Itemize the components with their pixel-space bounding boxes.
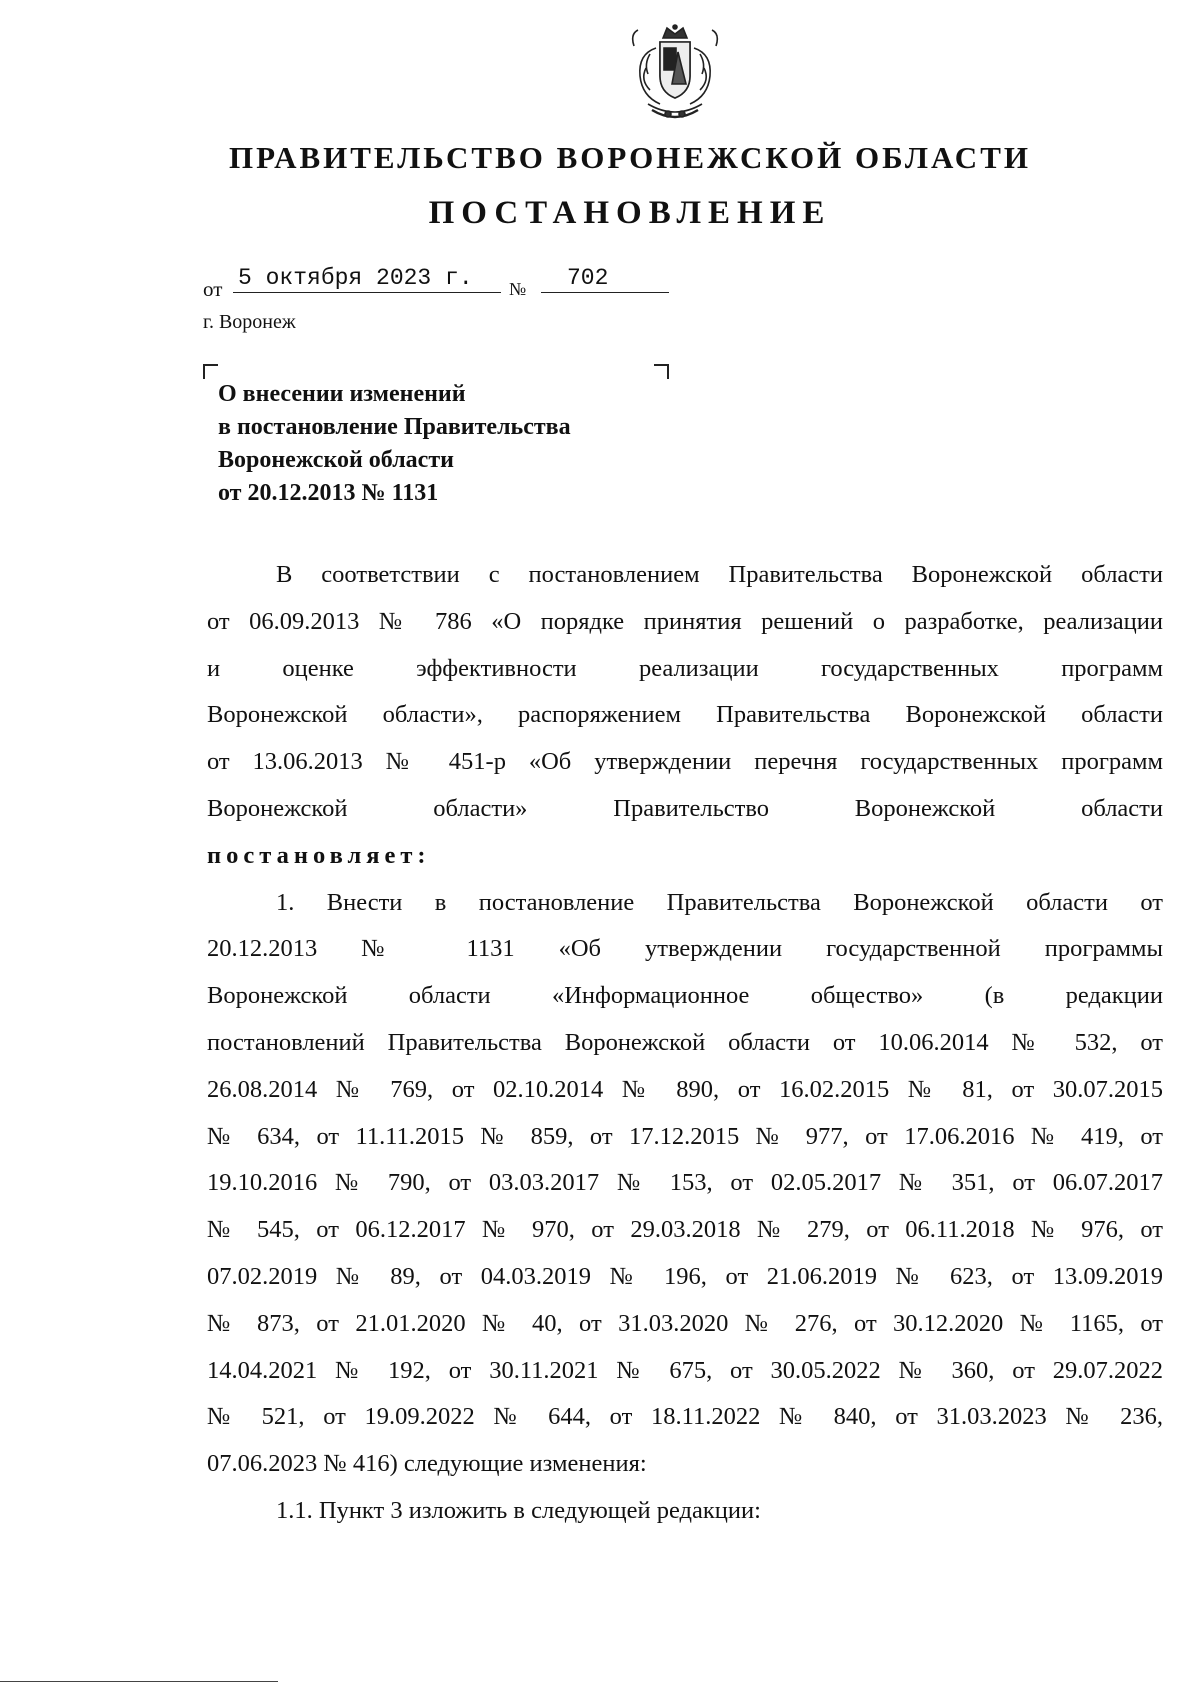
item-1-line: 07.06.2023 № 416) следующие изменения: [207, 1450, 647, 1478]
preamble-line: от 06.09.2013 № 786 «О порядке принятия решений о разработке, реализации [207, 607, 1163, 635]
item-1-line: 07.02.2019 № 89, от 04.03.2019 № 196, от 21.06.2019 № 623, от 13.09.2019 [207, 1262, 1163, 1290]
preamble-line: и оценке эффективности реализации государственных программ [207, 654, 1163, 682]
preamble-line: В соответствии с постановлением Правительства Воронежской области [276, 561, 1163, 588]
item-1-line: № 521, от 19.09.2022 № 644, от 18.11.2022 № 840, от 31.03.2023 № 236, [207, 1403, 1163, 1431]
item-1-line: 1. Внести в постановление Правительства Воронежской области от [276, 888, 1163, 916]
item-1-line: 26.08.2014 № 769, от 02.10.2014 № 890, от 16.02.2015 № 81, от 30.07.2015 [207, 1075, 1163, 1103]
document-body [207, 552, 1163, 1535]
subject-line: в постановление Правительства [218, 414, 571, 440]
preamble-line: от 13.06.2013 № 451-р «Об утверждении перечня государственных программ [207, 748, 1163, 776]
subject-line: Воронежской области [218, 447, 454, 473]
subject-line: от 20.12.2013 № 1131 [218, 480, 439, 506]
item-1-1: 1.1. Пункт 3 изложить в следующей редакции: [276, 1496, 761, 1524]
city-name: г. Воронеж [203, 311, 296, 333]
preamble-line: Воронежской области», распоряжением Правительства Воронежской области [207, 701, 1163, 729]
item-1-line: № 873, от 21.01.2020 № 40, от 31.03.2020 № 276, от 30.12.2020 № 1165, от [207, 1309, 1163, 1337]
subject-line: О внесении изменений [218, 381, 466, 407]
item-1-line: постановлений Правительства Воронежской области от 10.06.2014 № 532, от [207, 1028, 1163, 1056]
document-subject [218, 378, 571, 510]
preamble-line: Воронежской области» Правительство Воронежской области [207, 794, 1163, 822]
date-underline [233, 292, 501, 293]
subject-bracket-right [654, 364, 669, 379]
item-1-line: 14.04.2021 № 192, от 30.11.2021 № 675, от 30.05.2022 № 360, от 29.07.2022 [207, 1356, 1163, 1384]
resolves-text: постановляет: [207, 841, 431, 869]
item-1-line: № 545, от 06.12.2017 № 970, от 29.03.2018 № 279, от 06.11.2018 № 976, от [207, 1216, 1163, 1244]
number-label: № [509, 279, 527, 299]
number-underline [541, 292, 669, 293]
document-type-title: ПОСТАНОВЛЕНИЕ [428, 195, 832, 231]
resolves-word [207, 833, 1163, 880]
item-1-line: 19.10.2016 № 790, от 03.03.2017 № 153, от 02.05.2017 № 351, от 06.07.2017 [207, 1169, 1163, 1197]
coat-of-arms-icon [620, 24, 730, 129]
number-value: 702 [567, 265, 609, 291]
date-value: 5 октября 2023 г. [238, 265, 473, 291]
item-1-line: № 634, от 11.11.2015 № 859, от 17.12.2015 № 977, от 17.06.2016 № 419, от [207, 1122, 1163, 1150]
organization-title: ПРАВИТЕЛЬСТВО ВОРОНЕЖСКОЙ ОБЛАСТИ [229, 140, 1031, 175]
item-1-line: 20.12.2013 № 1131 «Об утверждении государственной программы [207, 935, 1163, 963]
item-1-line: Воронежской области «Информационное общество» (в редакции [207, 982, 1163, 1010]
bottom-rule [0, 1681, 278, 1682]
date-label: от [203, 277, 223, 301]
subject-bracket-left [203, 364, 218, 379]
